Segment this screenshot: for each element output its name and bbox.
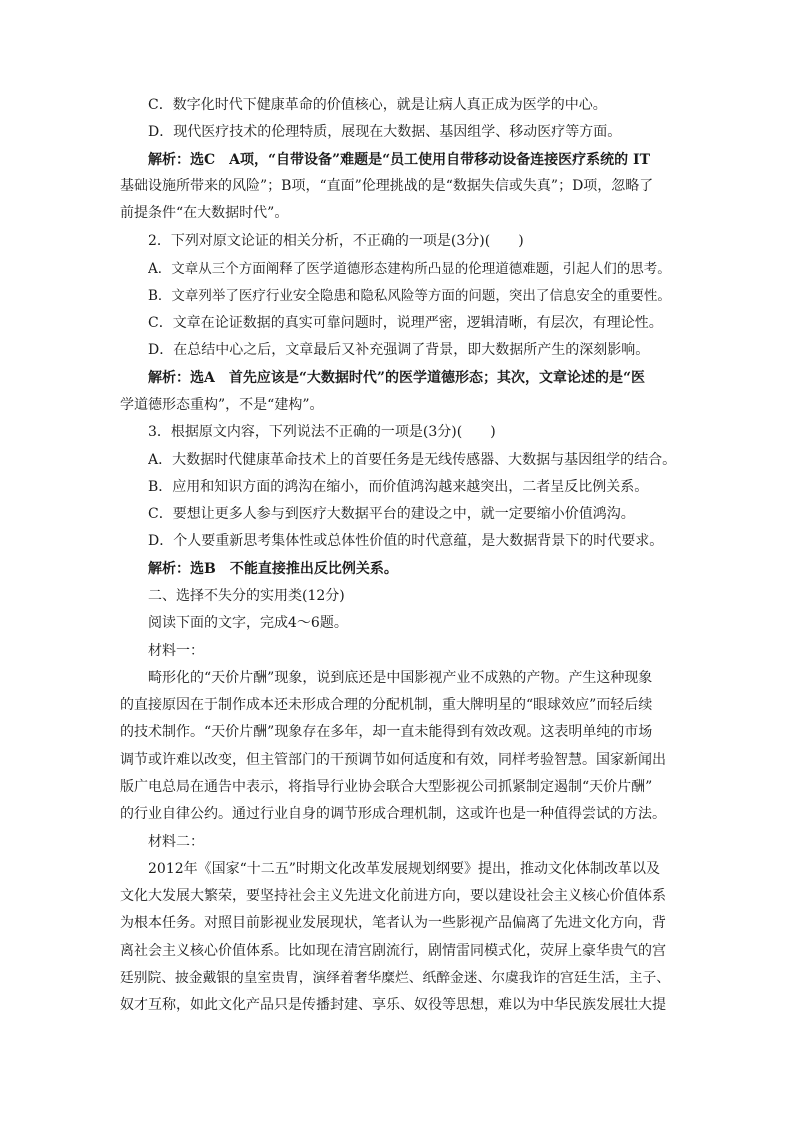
analysis-line: 基础设施所带来的风险”；B项，“直面”伦理挑战的是“数据失信或失真”；D项，忽略了	[120, 178, 654, 194]
analysis-line: 解析：选A 首先应该是“大数据时代”的医学道德形态；其次，文章论述的是“医	[148, 370, 646, 386]
body-paragraph-line: 的技术制作。“天价片酬”现象存在多年，却一直未能得到有效改观。这表明单纯的市场	[120, 724, 653, 740]
option-c-line: C．要想让更多人参与到医疗大数据平台的建设之中，就一定要缩小价值鸿沟。	[148, 506, 635, 522]
option-c-line: C．数字化时代下健康革命的价值核心，就是让病人真正成为医学的中心。	[148, 97, 607, 113]
body-paragraph-line: 2012年《国家“十二五”时期文化改革发展规划纲要》提出，推动文化体制改革以及	[148, 861, 660, 877]
section-heading: 二、选择不失分的实用类(12分)	[148, 588, 345, 604]
body-paragraph-line: 畸形化的“天价片酬”现象，说到底还是中国影视产业不成熟的产物。产生这种现象	[148, 670, 653, 686]
body-paragraph-line: 的直接原因在于制作成本还未形成合理的分配机制，重大牌明星的“眼球效应”而轻后续	[120, 697, 653, 713]
material-one-label: 材料一：	[148, 643, 204, 659]
body-paragraph-line: 离社会主义核心价值体系。比如现在清宫剧流行，剧情雷同模式化，荧屏上豪华贵气的宫	[120, 943, 666, 959]
body-paragraph-line: 奴才互称，如此文化产品只是传播封建、享乐、奴役等思想，难以为中华民族发展壮大提	[120, 997, 666, 1013]
body-paragraph-line: 廷别院、披金戴银的皇室贵胄，演绎着奢华糜烂、纸醉金迷、尔虞我诈的宫廷生活，主子、	[120, 970, 671, 986]
analysis-line: 学道德形态重构”，不是“建构”。	[120, 397, 324, 413]
instruction-line: 阅读下面的文字，完成4～6题。	[148, 615, 348, 631]
option-b-line: B．文章列举了医疗行业安全隐患和隐私风险等方面的问题，突出了信息安全的重要性。	[148, 288, 671, 304]
option-c-line: C．文章在论证数据的真实可靠问题时，说理严密，逻辑清晰，有层次，有理论性。	[148, 315, 663, 331]
body-paragraph-line: 为根本任务。对照目前影视业发展现状，笔者认为一些影视产品偏离了先进文化方向，背	[120, 915, 666, 931]
analysis-line: 前提条件“在大数据时代”。	[120, 205, 289, 221]
body-paragraph-line: 的行业自律公约。通过行业自身的调节形成合理机制，这或许也是一种值得尝试的方法。	[120, 806, 666, 822]
question-2-line: 2．下列对原文论证的相关分析，不正确的一项是(3分)( )	[148, 233, 524, 249]
material-two-label: 材料二：	[148, 834, 204, 850]
analysis-line: 解析：选B 不能直接推出反比例关系。	[148, 561, 398, 577]
option-d-line: D．在总结中心之后，文章最后又补充强调了背景，即大数据所产生的深刻影响。	[148, 342, 650, 358]
option-a-line: A．文章从三个方面阐释了医学道德形态建构所凸显的伦理道德难题，引起人们的思考。	[148, 261, 671, 277]
option-d-line: D．个人要重新思考集体性或总体性价值的时代意蕴，是大数据背景下的时代要求。	[148, 533, 664, 549]
body-paragraph-line: 版广电总局在通告中表示，将指导行业协会联合大型影视公司抓紧制定遏制“天价片酬”	[120, 779, 653, 795]
option-b-line: B．应用和知识方面的鸿沟在缩小，而价值鸿沟越来越突出，二者呈反比例关系。	[148, 479, 649, 495]
option-d-line: D．现代医疗技术的伦理特质，展现在大数据、基因组学、移动医疗等方面。	[148, 124, 622, 140]
body-paragraph-line: 调节或许难以改变，但主管部门的干预调节如何适度和有效，同样考验智慧。国家新闻出	[120, 752, 666, 768]
question-3-line: 3．根据原文内容，下列说法不正确的一项是(3分)( )	[148, 424, 496, 440]
option-a-line: A．大数据时代健康革命技术上的首要任务是无线传感器、大数据与基因组学的结合。	[148, 452, 676, 468]
analysis-line: 解析：选C A项，“自带设备”难题是“员工使用自带移动设备连接医疗系统的 IT	[148, 152, 651, 168]
body-paragraph-line: 文化大发展大繁荣，要坚持社会主义先进文化前进方向，要以建设社会主义核心价值体系	[120, 888, 666, 904]
